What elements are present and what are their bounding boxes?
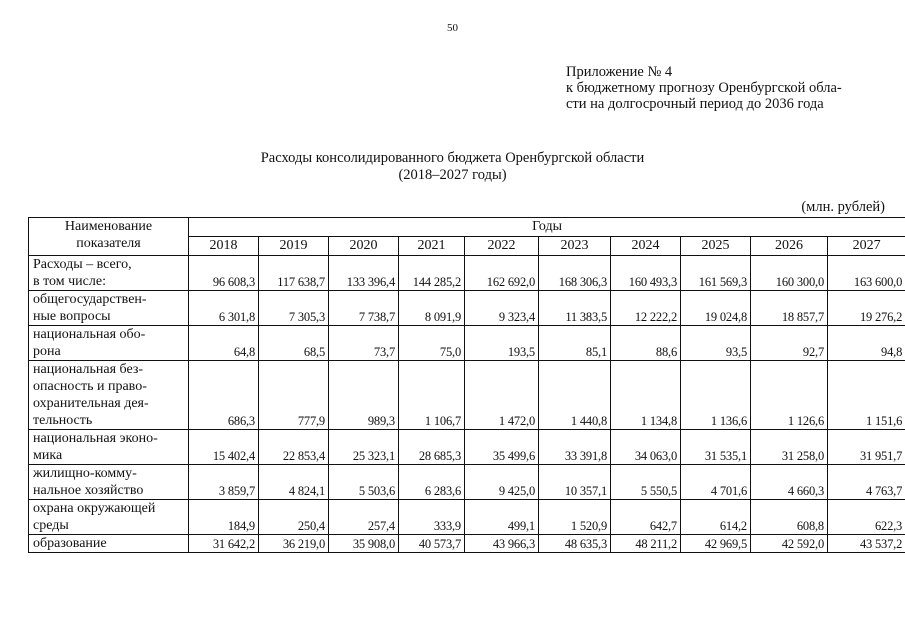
value-cell: 1 136,6 [681, 361, 751, 430]
row-label [29, 361, 189, 430]
value-cell: 144 285,2 [399, 256, 465, 291]
value-cell: 25 323,1 [329, 430, 399, 465]
value-cell: 40 573,7 [399, 535, 465, 553]
value-cell: 9 323,4 [465, 291, 539, 326]
value-cell: 73,7 [329, 326, 399, 361]
value-cell: 7 738,7 [329, 291, 399, 326]
value-cell: 4 763,7 [828, 465, 905, 500]
row-label-line: нальное хозяйство [33, 483, 144, 498]
value-cell: 250,4 [259, 500, 329, 535]
value-cell: 6 283,6 [399, 465, 465, 500]
value-cell: 257,4 [329, 500, 399, 535]
row-label-line: образование [33, 536, 107, 551]
value-cell: 42 969,5 [681, 535, 751, 553]
value-cell: 161 569,3 [681, 256, 751, 291]
table-row [29, 535, 905, 553]
appendix-line: Приложение № 4 [566, 64, 673, 80]
row-label [29, 256, 189, 291]
row-label [29, 326, 189, 361]
row-label-line: национальная обо- [33, 327, 146, 342]
value-cell: 93,5 [681, 326, 751, 361]
table-row [29, 291, 905, 326]
row-label [29, 291, 189, 326]
value-cell: 777,9 [259, 361, 329, 430]
value-cell: 43 537,2 [828, 535, 905, 553]
row-label-line: опасность и право- [33, 379, 147, 394]
value-cell: 31 951,7 [828, 430, 905, 465]
value-cell: 1 106,7 [399, 361, 465, 430]
value-cell: 33 391,8 [539, 430, 611, 465]
value-cell: 4 824,1 [259, 465, 329, 500]
value-cell: 333,9 [399, 500, 465, 535]
value-cell: 1 126,6 [751, 361, 828, 430]
value-cell: 35 499,6 [465, 430, 539, 465]
year-header-2025: 2025 [681, 237, 751, 256]
value-cell: 10 357,1 [539, 465, 611, 500]
value-cell: 15 402,4 [189, 430, 259, 465]
title-subline: (2018–2027 годы) [398, 167, 507, 183]
value-cell: 18 857,7 [751, 291, 828, 326]
document-title [0, 150, 905, 184]
year-header-2026: 2026 [751, 237, 828, 256]
row-label-line: среды [33, 518, 69, 533]
value-cell: 193,5 [465, 326, 539, 361]
table-row [29, 326, 905, 361]
year-header-2020: 2020 [329, 237, 399, 256]
expenses-table [28, 217, 905, 553]
appendix-line: сти на долгосрочный период до 2036 года [566, 96, 824, 112]
page-number: 50 [447, 22, 458, 34]
year-header-2023: 2023 [539, 237, 611, 256]
value-cell: 35 908,0 [329, 535, 399, 553]
value-cell: 68,5 [259, 326, 329, 361]
value-cell: 34 063,0 [611, 430, 681, 465]
value-cell: 5 503,6 [329, 465, 399, 500]
appendix-line: к бюджетному прогнозу Оренбургской обла- [566, 80, 842, 96]
year-header-2019: 2019 [259, 237, 329, 256]
value-cell: 168 306,3 [539, 256, 611, 291]
row-label-line: охрана окружающей [33, 501, 156, 516]
row-label [29, 465, 189, 500]
value-cell: 64,8 [189, 326, 259, 361]
value-cell: 4 701,6 [681, 465, 751, 500]
table-row [29, 465, 905, 500]
table-row [29, 256, 905, 291]
year-header-2021: 2021 [399, 237, 465, 256]
value-cell: 989,3 [329, 361, 399, 430]
value-cell: 85,1 [539, 326, 611, 361]
table-row [29, 430, 905, 465]
value-cell: 12 222,2 [611, 291, 681, 326]
row-label-line: тельность [33, 413, 93, 428]
value-cell: 499,1 [465, 500, 539, 535]
value-cell: 94,8 [828, 326, 905, 361]
row-label-line: национальная эконо- [33, 431, 158, 446]
row-label-line: ные вопросы [33, 309, 111, 324]
value-cell: 31 258,0 [751, 430, 828, 465]
row-label [29, 430, 189, 465]
value-cell: 19 276,2 [828, 291, 905, 326]
value-cell: 88,6 [611, 326, 681, 361]
value-cell: 117 638,7 [259, 256, 329, 291]
row-label [29, 500, 189, 535]
value-cell: 11 383,5 [539, 291, 611, 326]
value-cell: 28 685,3 [399, 430, 465, 465]
row-label-line: Расходы – всего, [33, 257, 132, 272]
value-cell: 96 608,3 [189, 256, 259, 291]
value-cell: 162 692,0 [465, 256, 539, 291]
value-cell: 160 300,0 [751, 256, 828, 291]
value-cell: 1 134,8 [611, 361, 681, 430]
value-cell: 22 853,4 [259, 430, 329, 465]
value-cell: 133 396,4 [329, 256, 399, 291]
value-cell: 1 440,8 [539, 361, 611, 430]
value-cell: 75,0 [399, 326, 465, 361]
value-cell: 36 219,0 [259, 535, 329, 553]
header-years: Годы [189, 218, 905, 237]
table-body [29, 256, 905, 553]
table-row [29, 361, 905, 430]
appendix-note [566, 64, 842, 112]
value-cell: 48 635,3 [539, 535, 611, 553]
row-label-line: национальная без- [33, 362, 144, 377]
value-cell: 1 472,0 [465, 361, 539, 430]
value-cell: 1 520,9 [539, 500, 611, 535]
value-cell: 7 305,3 [259, 291, 329, 326]
header-name-line: показателя [76, 236, 141, 251]
value-cell: 42 592,0 [751, 535, 828, 553]
year-header-2022: 2022 [465, 237, 539, 256]
value-cell: 43 966,3 [465, 535, 539, 553]
value-cell: 48 211,2 [611, 535, 681, 553]
value-cell: 642,7 [611, 500, 681, 535]
value-cell: 163 600,0 [828, 256, 905, 291]
value-cell: 686,3 [189, 361, 259, 430]
value-cell: 5 550,5 [611, 465, 681, 500]
value-cell: 1 151,6 [828, 361, 905, 430]
row-label-line: жилищно-комму- [33, 466, 137, 481]
value-cell: 31 642,2 [189, 535, 259, 553]
year-header-2024: 2024 [611, 237, 681, 256]
value-cell: 8 091,9 [399, 291, 465, 326]
value-cell: 92,7 [751, 326, 828, 361]
units-label: (млн. рублей) [801, 199, 885, 215]
value-cell: 3 859,7 [189, 465, 259, 500]
value-cell: 184,9 [189, 500, 259, 535]
value-cell: 31 535,1 [681, 430, 751, 465]
year-header-2018: 2018 [189, 237, 259, 256]
value-cell: 4 660,3 [751, 465, 828, 500]
row-label-line: мика [33, 448, 63, 463]
row-label [29, 535, 189, 553]
table-row [29, 500, 905, 535]
row-label-line: рона [33, 344, 61, 359]
value-cell: 19 024,8 [681, 291, 751, 326]
header-indicator-name [29, 218, 189, 256]
value-cell: 622,3 [828, 500, 905, 535]
value-cell: 9 425,0 [465, 465, 539, 500]
value-cell: 6 301,8 [189, 291, 259, 326]
value-cell: 614,2 [681, 500, 751, 535]
value-cell: 608,8 [751, 500, 828, 535]
value-cell: 160 493,3 [611, 256, 681, 291]
title-line: Расходы консолидированного бюджета Оренбургской области [260, 150, 645, 166]
row-label-line: в том числе: [33, 274, 106, 289]
header-name-line: Наименование [64, 219, 153, 234]
year-header-2027: 2027 [828, 237, 905, 256]
row-label-line: охранительная дея- [33, 396, 149, 411]
row-label-line: общегосударствен- [33, 292, 147, 307]
